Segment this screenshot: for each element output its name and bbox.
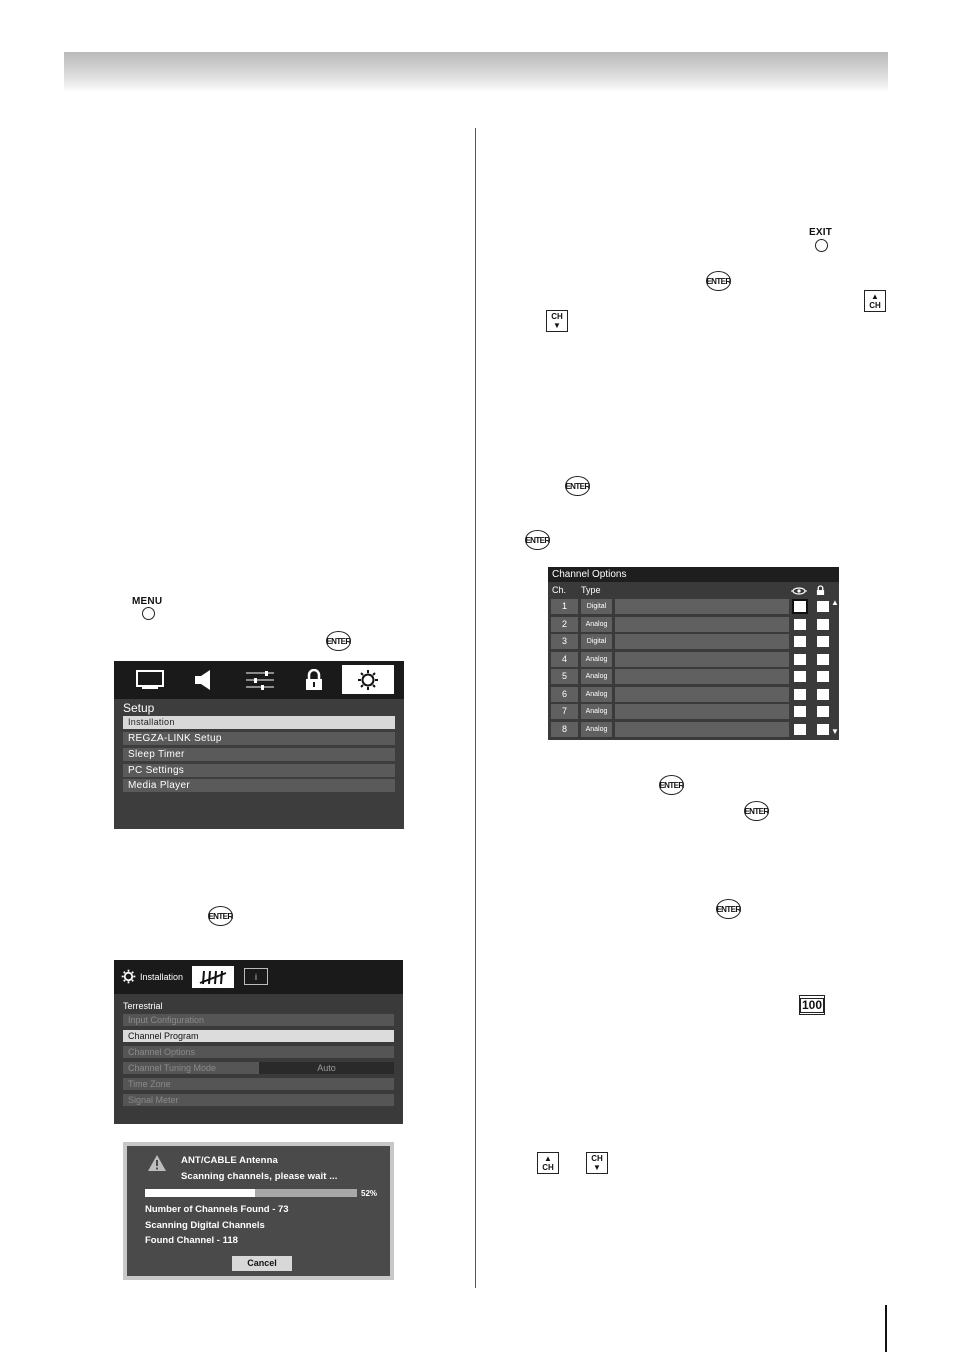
channel-number: 4 xyxy=(551,652,578,667)
antenna-tab[interactable] xyxy=(192,966,234,988)
enter-key-icon: ENTER xyxy=(208,906,233,926)
channel-type: Analog xyxy=(581,722,612,737)
exit-button-icon xyxy=(815,239,828,252)
channel-row[interactable] xyxy=(551,704,833,719)
menu-item-sleep-timer[interactable]: Sleep Timer xyxy=(123,748,395,761)
scan-progress-bar xyxy=(145,1189,357,1197)
menu-item-input-configuration[interactable]: Input Configuration xyxy=(123,1014,394,1026)
lock-checkbox[interactable] xyxy=(817,706,829,717)
sound-icon[interactable] xyxy=(178,665,230,694)
channel-type: Analog xyxy=(581,669,612,684)
channel-row[interactable] xyxy=(551,652,833,667)
channel-number: 3 xyxy=(551,634,578,649)
favorite-checkbox[interactable] xyxy=(794,601,806,612)
channel-row[interactable] xyxy=(551,669,833,684)
channel-up-key-icon: ▲ CH xyxy=(864,290,886,312)
exit-key-label: EXIT xyxy=(809,227,833,238)
channel-row[interactable] xyxy=(551,617,833,632)
menu-title: Setup xyxy=(123,701,155,715)
menu-key-label: MENU xyxy=(132,596,163,607)
channel-row[interactable] xyxy=(551,634,833,649)
channel-type: Digital xyxy=(581,599,612,614)
lock-checkbox[interactable] xyxy=(817,671,829,682)
lock-checkbox[interactable] xyxy=(817,619,829,630)
lock-icon[interactable] xyxy=(288,665,340,694)
enter-key-icon: ENTER xyxy=(659,775,684,795)
input-source-text: ANT/CABLE Antenna xyxy=(181,1155,278,1166)
channel-type: Analog xyxy=(581,704,612,719)
lock-checkbox[interactable] xyxy=(817,636,829,647)
menu-icon-bar xyxy=(114,661,404,699)
channel-type: Digital xyxy=(581,634,612,649)
channel-number: 6 xyxy=(551,687,578,702)
warning-icon xyxy=(147,1154,167,1172)
favorite-checkbox[interactable] xyxy=(794,724,806,735)
lock-checkbox[interactable] xyxy=(817,601,829,612)
enter-key-icon: ENTER xyxy=(716,899,741,919)
channel-number: 7 xyxy=(551,704,578,719)
channel-options-screen xyxy=(548,567,839,740)
menu-item-channel-program[interactable]: Channel Program xyxy=(123,1030,394,1042)
info-icon: i xyxy=(255,971,257,982)
channel-row[interactable] xyxy=(551,599,833,614)
info-tab[interactable] xyxy=(244,968,268,985)
lock-icon xyxy=(816,585,825,596)
channel-name-field xyxy=(615,599,789,614)
channel-name-field xyxy=(615,652,789,667)
enter-key-icon: ENTER xyxy=(565,476,590,496)
preferences-icon[interactable] xyxy=(234,665,286,694)
channel-type: Analog xyxy=(581,652,612,667)
channel-scan-dialog xyxy=(123,1142,394,1280)
antenna-icon xyxy=(198,969,228,985)
scroll-up-icon[interactable]: ▲ xyxy=(831,598,839,607)
menu-item-signal-meter[interactable]: Signal Meter xyxy=(123,1094,394,1106)
channel-number: 2 xyxy=(551,617,578,632)
page-header-bar xyxy=(64,52,888,92)
menu-item-installation[interactable]: Installation xyxy=(123,716,395,729)
channel-name-field xyxy=(615,722,789,737)
picture-icon[interactable] xyxy=(124,665,176,694)
favorite-checkbox[interactable] xyxy=(794,689,806,700)
channel-options-title: Channel Options xyxy=(548,567,839,582)
channels-found-count: Number of Channels Found - 73 xyxy=(145,1204,289,1215)
favorite-checkbox[interactable] xyxy=(794,619,806,630)
tuning-mode-value: Auto xyxy=(259,1062,394,1074)
channel-row[interactable] xyxy=(551,687,833,702)
page-number-rule xyxy=(885,1305,887,1352)
hundred-key-icon: 100 xyxy=(799,995,825,1015)
setup-menu-screen xyxy=(114,661,404,829)
setup-gear-icon[interactable] xyxy=(342,665,394,694)
section-title: Terrestrial xyxy=(123,1001,163,1011)
favorite-checkbox[interactable] xyxy=(794,654,806,665)
channel-name-field xyxy=(615,687,789,702)
lock-checkbox[interactable] xyxy=(817,654,829,665)
menu-item-regza-link-setup[interactable]: REGZA-LINK Setup xyxy=(123,732,395,745)
installation-title: Installation xyxy=(140,972,184,982)
menu-item-media-player[interactable]: Media Player xyxy=(123,779,395,792)
menu-item-time-zone[interactable]: Time Zone xyxy=(123,1078,394,1090)
column-header-ch: Ch. xyxy=(552,585,567,595)
column-header-type: Type xyxy=(581,585,601,595)
channel-down-key-icon: CH ▼ xyxy=(586,1152,608,1174)
cancel-button[interactable]: Cancel xyxy=(232,1256,292,1271)
column-divider xyxy=(475,128,476,1288)
channel-number: 1 xyxy=(551,599,578,614)
favorite-checkbox[interactable] xyxy=(794,706,806,717)
menu-item-channel-tuning-mode[interactable]: Channel Tuning Mode Auto xyxy=(123,1062,394,1074)
enter-key-icon: ENTER xyxy=(326,631,351,651)
menu-button-icon xyxy=(142,607,155,620)
favorite-checkbox[interactable] xyxy=(794,636,806,647)
channel-down-key-icon: CH ▼ xyxy=(546,310,568,332)
channel-name-field xyxy=(615,617,789,632)
setup-gear-icon xyxy=(121,969,136,984)
scan-progress-fill xyxy=(145,1189,255,1197)
channel-number: 5 xyxy=(551,669,578,684)
menu-item-pc-settings[interactable]: PC Settings xyxy=(123,764,395,777)
enter-key-icon: ENTER xyxy=(706,271,731,291)
channel-number: 8 xyxy=(551,722,578,737)
lock-checkbox[interactable] xyxy=(817,689,829,700)
channel-up-key-icon: ▲ CH xyxy=(537,1152,559,1174)
channel-name-field xyxy=(615,704,789,719)
channel-name-field xyxy=(615,634,789,649)
channel-type: Analog xyxy=(581,687,612,702)
channel-type: Analog xyxy=(581,617,612,632)
channel-row[interactable] xyxy=(551,722,833,737)
channel-name-field xyxy=(615,669,789,684)
scan-status: Scanning Digital Channels xyxy=(145,1220,265,1231)
scan-progress-percent: 52% xyxy=(361,1189,378,1198)
enter-key-icon: ENTER xyxy=(744,801,769,821)
menu-item-channel-options[interactable]: Channel Options xyxy=(123,1046,394,1058)
installation-header-bar xyxy=(114,960,403,994)
installation-menu-screen xyxy=(114,960,403,1124)
scroll-down-icon[interactable]: ▼ xyxy=(831,727,839,736)
lock-checkbox[interactable] xyxy=(817,724,829,735)
enter-key-icon: ENTER xyxy=(525,530,550,550)
found-channel: Found Channel - 118 xyxy=(145,1235,238,1246)
favorite-checkbox[interactable] xyxy=(794,671,806,682)
favorite-eye-icon xyxy=(791,586,807,596)
scanning-message: Scanning channels, please wait ... xyxy=(181,1171,338,1182)
